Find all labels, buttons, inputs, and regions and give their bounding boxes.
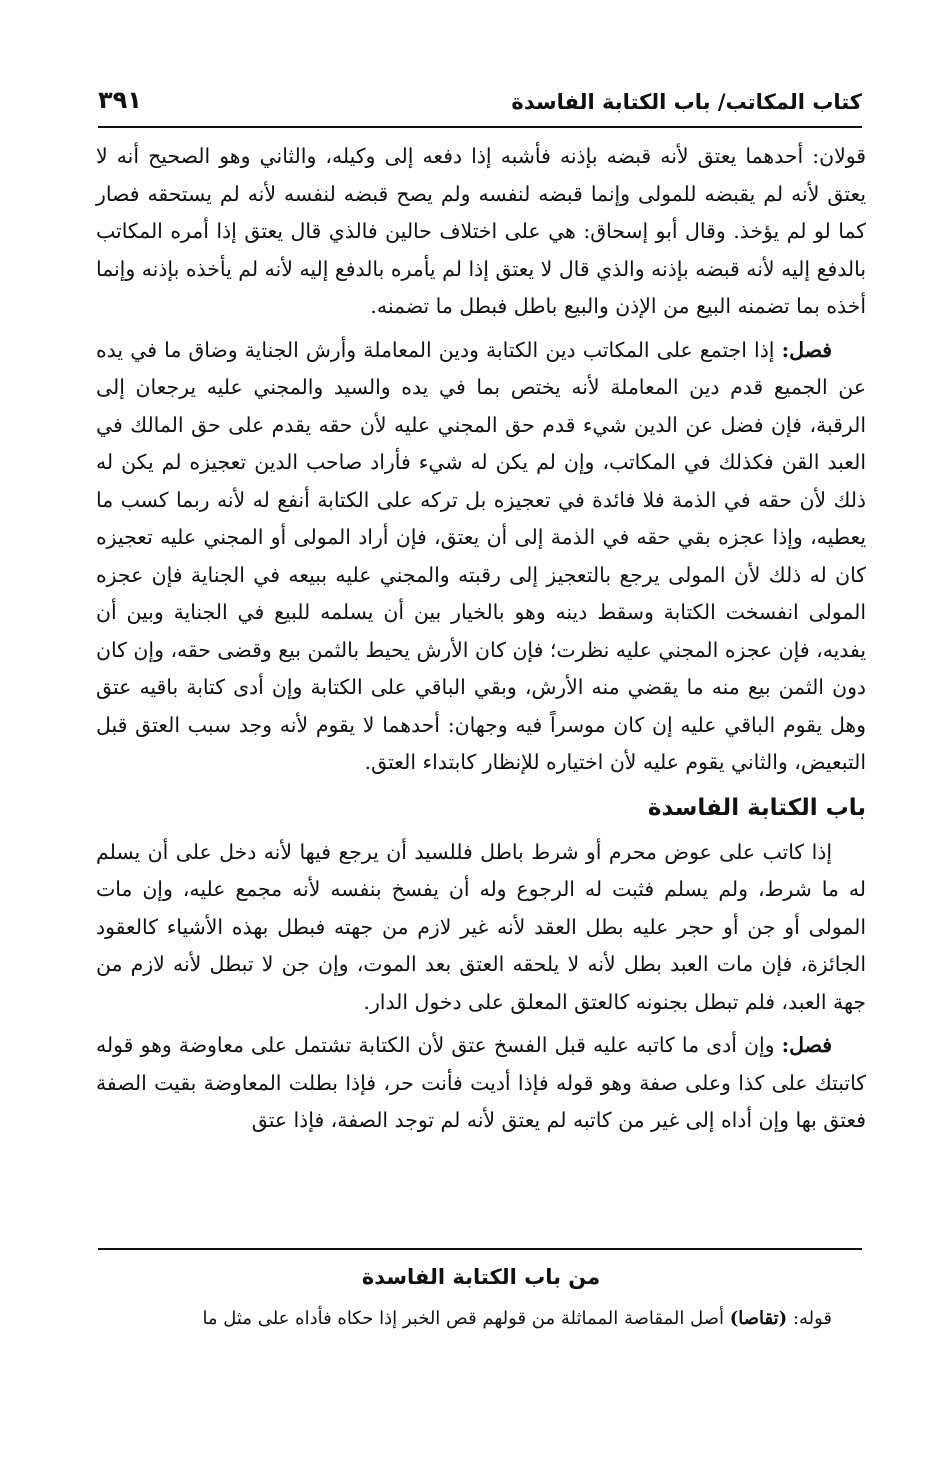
footnotes <box>96 1256 866 1336</box>
main-text <box>96 138 866 1146</box>
footnote-text: أصل المقاصة المماثلة من قولهم قص الخبر إذا حكاه فأداه على مثل ما <box>202 1308 730 1329</box>
paragraph-invalid-contract: إذا كاتب على عوض محرم أو شرط باطل فللسيد أن يرجع فيها لأنه دخل على أن يسلم له ما شرط، ولم يسلم فثبت له الرجوع وله أن يفسخ بنفسه لأنه مجمع عليه، وإن مات المولى أو جن أو حجر عليه بطل العقد لأنه غير لازم من جهته فبطل بهذه الأشياء كالعقود الجائزة، فإن مات العبد بطل لأنه لا يلحقه العتق بعد الموت، وإن جن لا تبطل لأنه لازم من جهة العبد، فلم تبطل بجنونه كالعتق المعلق على دخول الدار. <box>96 839 866 1014</box>
chapter-heading: باب الكتابة الفاسدة <box>647 794 866 821</box>
paragraph-text: وإن أدى ما كاتبه عليه قبل الفسخ عتق لأن الكتابة تشتمل على معاوضة وهو قوله كاتبتك على كذا وعلى صفة وهو قوله فإذا أديت فأنت حر، فإذا بطلت المعاوضة بقيت الصفة فعتق بها وإن أداه إلى غير من كاتبه لم يعتق لأنه لم توجد الصفة، فإذا عتق <box>96 1033 866 1132</box>
page-header <box>98 86 862 128</box>
running-title: كتاب المكاتب/ باب الكتابة الفاسدة <box>511 90 862 114</box>
paragraph-text: إذا اجتمع على المكاتب دين الكتابة ودين المعاملة وأرش الجناية وضاق ما في يده عن الجميع قدم دين المعاملة لأنه يختص بما في يده والسيد والمجني عليه يرجعان إلى الرقبة، فإن فضل عن الدين شيء قدم حق المجني عليه لأن حقه يقدم على حق المالك في العبد القن فكذلك في المكاتب، وإن لم يكن له شيء فأراد صاحب الدين تعجيزه لم يكن له ذلك لأن حقه في الذمة فلا فائدة في تعجيزه بل تركه على الكتابة أنفع له لأنه ربما كسب ما يعطيه، وإذا عجزه بقي حقه في الذمة إلى أن يعتق، فإن أراد المولى أو المجني عليه تعجيزه كان له ذلك لأن المولى يرجع بالتعجيز إلى رقبته والمجني عليه ببيعه في الجناية فإن عجزه المولى انفسخت الكتابة وسقط دينه وهو بالخيار بين أن يسلمه للبيع في الجناية وبين أن يفديه، فإن عجزه المجني عليه نظرت؛ فإن كان الأرش يحيط بالثمن بيع وقضى حقه، وإن كان دون الثمن بيع منه ما يقضي منه الأرش، وبقي الباقي على الكتابة وإن أدى كتابة باقيه عتق وهل يقوم الباقي عليه إن كان موسراً فيه وجهان: أحدهما لا يقوم لأنه وجد سبب العتق قبل التبعيض، والثاني يقوم عليه لأن اختياره للإنظار كابتداء العتق. <box>96 337 866 774</box>
section-lead: فصل: <box>781 1033 832 1057</box>
footnote-divider <box>98 1248 862 1250</box>
section-lead: فصل: <box>781 337 832 362</box>
footnote-term: (تقاصا) <box>729 1308 788 1329</box>
page-number: ٣٩١ <box>98 86 142 114</box>
footnote-intro: قوله: <box>787 1308 832 1329</box>
footnote-entry <box>96 1302 866 1336</box>
paragraph-fasl-debts <box>96 332 866 782</box>
paragraph-continued: قولان: أحدهما يعتق لأنه قبضه بإذنه فأشبه إذا دفعه إلى وكيله، والثاني وهو الصحيح أنه لا يعتق لأنه لم يقبضه للمولى وإنما قبضه لنفسه ولم يصح قبضه لنفسه لأنه لم يستحقه فصار كما لو لم يؤخذ. وقال أبو إسحاق: هي على اختلاف حالين فالذي قال يعتق إذا أمره المكاتب بالدفع إليه لأنه قبضه بإذنه والذي قال لا يعتق إذا لم يأمره بالدفع إليه لأنه لم يأخذه بإذنه وإنما أخذه بما تضمنه البيع من الإذن والبيع باطل فبطل ما تضمنه. <box>96 144 866 318</box>
footnote-heading: من باب الكتابة الفاسدة <box>361 1265 601 1289</box>
paragraph-fasl-payment <box>96 1027 866 1140</box>
